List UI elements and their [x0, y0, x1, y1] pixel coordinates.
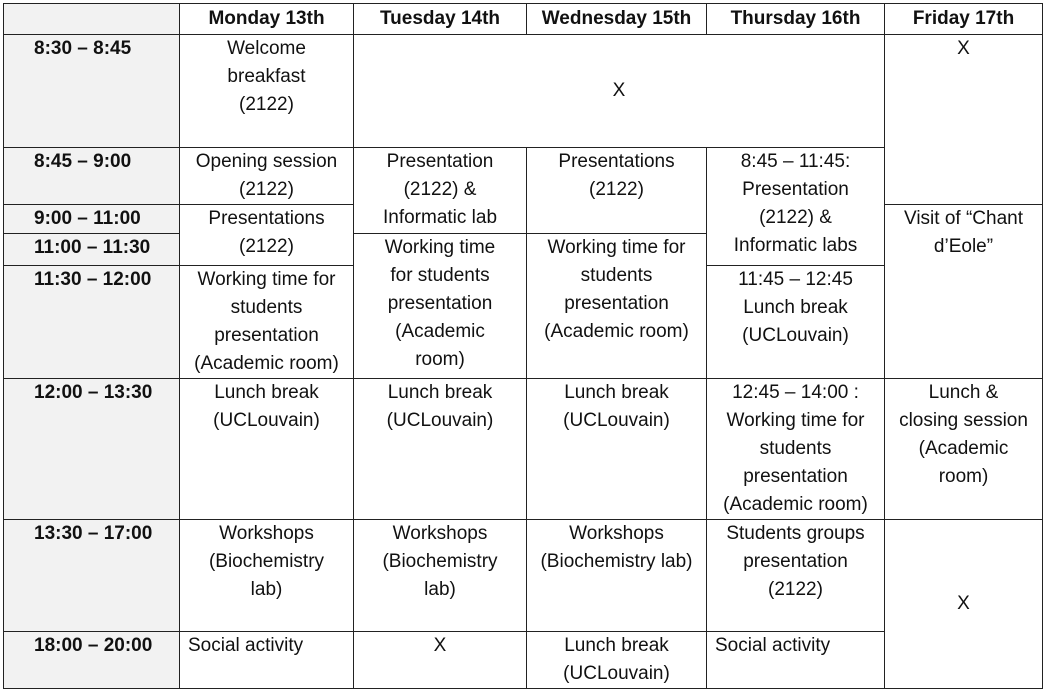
time-slot: 13:30 – 17:00 — [4, 520, 180, 632]
cell-thursday: Social activity — [707, 632, 885, 689]
cell-monday: Welcome breakfast (2122) — [180, 35, 354, 148]
cell-wednesday: Working time for students presentation (Academic room) — [527, 234, 707, 379]
cell-wednesday: Lunch break (UCLouvain) — [527, 379, 707, 520]
table-row — [4, 520, 1043, 632]
time-column-header — [4, 4, 180, 35]
cell-thursday: 8:45 – 11:45: Presentation (2122) & Informatic labs — [707, 148, 885, 266]
cell-thursday: 11:45 – 12:45 Lunch break (UCLouvain) — [707, 266, 885, 379]
schedule-table — [3, 3, 1043, 689]
cell-monday: Social activity — [180, 632, 354, 689]
time-slot: 8:45 – 9:00 — [4, 148, 180, 205]
day-header-monday: Monday 13th — [180, 4, 354, 35]
cell-wednesday: Workshops (Biochemistry lab) — [527, 520, 707, 632]
header-row — [4, 4, 1043, 35]
day-header-thursday: Thursday 16th — [707, 4, 885, 35]
cell-monday: Working time for students presentation (Academic room) — [180, 266, 354, 379]
table-row — [4, 35, 1043, 148]
cell-monday: Presentations (2122) — [180, 205, 354, 266]
cell-friday: Lunch & closing session (Academic room) — [885, 379, 1043, 520]
cell-monday: Lunch break (UCLouvain) — [180, 379, 354, 520]
time-slot: 12:00 – 13:30 — [4, 379, 180, 520]
time-slot: 8:30 – 8:45 — [4, 35, 180, 148]
day-header-tuesday: Tuesday 14th — [354, 4, 527, 35]
cell-friday: X — [885, 520, 1043, 689]
cell-friday: X — [885, 35, 1043, 205]
cell-tuesday: Presentation (2122) & Informatic lab — [354, 148, 527, 234]
table-row — [4, 379, 1043, 520]
time-slot: 11:30 – 12:00 — [4, 266, 180, 379]
time-slot: 9:00 – 11:00 — [4, 205, 180, 234]
cell-friday: Visit of “Chant d’Eole” — [885, 205, 1043, 379]
cell-monday: Workshops (Biochemistry lab) — [180, 520, 354, 632]
cell-monday: Opening session (2122) — [180, 148, 354, 205]
day-header-friday: Friday 17th — [885, 4, 1043, 35]
cell-thursday: Students groups presentation (2122) — [707, 520, 885, 632]
time-slot: 18:00 – 20:00 — [4, 632, 180, 689]
cell-tue-thu: X — [354, 35, 885, 148]
cell-wednesday: Lunch break (UCLouvain) — [527, 632, 707, 689]
cell-thursday: 12:45 – 14:00 : Working time for students presentation (Academic room) — [707, 379, 885, 520]
cell-tuesday: Lunch break (UCLouvain) — [354, 379, 527, 520]
cell-tuesday: X — [354, 632, 527, 689]
cell-wednesday: Presentations (2122) — [527, 148, 707, 234]
cell-tuesday: Workshops (Biochemistry lab) — [354, 520, 527, 632]
time-slot: 11:00 – 11:30 — [4, 234, 180, 266]
day-header-wednesday: Wednesday 15th — [527, 4, 707, 35]
cell-tuesday: Working time for students presentation (Academic room) — [354, 234, 527, 379]
